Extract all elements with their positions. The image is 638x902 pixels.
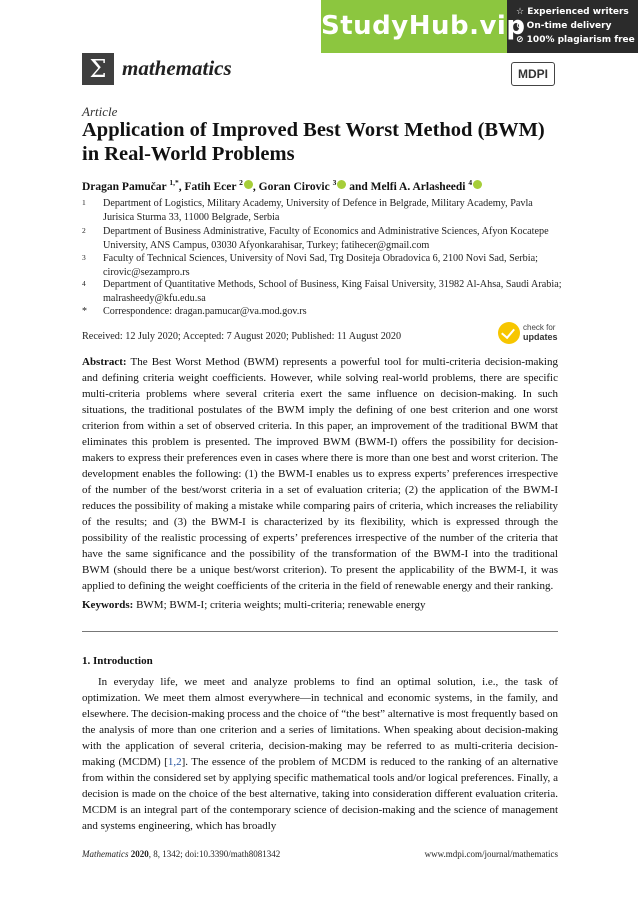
author-affiliation-ref: 2 [239,178,243,187]
keywords-label: Keywords: [82,599,134,611]
paper-title: Application of Improved Best Worst Method (BWM) in Real-World Problems [82,119,545,165]
orcid-icon[interactable] [473,180,482,189]
journal-logo-icon: Σ [82,53,114,85]
journal-name: mathematics [122,56,232,80]
studyhub-logo[interactable]: StudyHub.vip [321,0,507,53]
banner-features [516,5,635,47]
author-affiliation-ref: 1,* [169,178,179,187]
feature-delivery: ⊙ On-time delivery [516,21,612,31]
keywords [82,599,558,611]
orcid-icon[interactable] [244,180,253,189]
orcid-icon[interactable] [337,180,346,189]
author-name: Melfi A. Arlasheedi [370,180,466,193]
footer-citation: Mathematics 2020, 8, 1342; doi:10.3390/math8081342 [82,849,281,859]
article-type: Article [82,104,118,119]
publication-dates: Received: 12 July 2020; Accepted: 7 August 2020; Published: 11 August 2020 [82,331,402,342]
author-name: Dragan Pamučar [82,180,167,193]
section-divider [82,631,558,632]
abstract [82,354,558,594]
author-list: Dragan Pamučar $^{1,*}$, Fatih Ecer $^2$ , Goran Cirovic $^3$ and Melfi A. Arlasheedi $^4$ [82,178,482,193]
studyhub-banner[interactable] [321,0,638,53]
author-name: Goran Cirovic [258,180,330,193]
abstract-label: Abstract: [82,356,127,368]
feature-plagiarism: ⊘ 100% plagiarism free [516,35,635,45]
author-affiliation-ref: 3 [332,178,337,187]
introduction-paragraph: In everyday life, we meet and analyze problems to find an optimal solution, i.e., the task of optimization. We meet them almost everywhere—in technical and economic systems, in the family, and elsewhere. The decision-making process and the choice of “the best” alternative is most frequently based on the analysis of more than one criterion and a series of limitations. When speaking about decision-making with the application of several criteria, decision-making may be referred to as multi-criteria decision-making (MCDM) [1,2]. The essence of the problem of MCDM is reduced to the ranking of an alternative from within the considered set by applying specific mathematical tools and/or logical preferences. Finally, a decision is made on the choice of the best alternative, taking into consideration different evaluation criteria. MCDM is an integral part of the contemporary science of decision-making and the science of management and systems engineering, which has broadly [82,676,558,832]
author-affiliation-ref: 4 [468,178,473,187]
section-heading: 1. Introduction [82,655,153,667]
feature-writers: ☆ Experienced writers [516,7,629,17]
citation-link[interactable]: 1,2 [167,756,182,768]
footer-url[interactable]: www.mdpi.com/journal/mathematics [424,849,558,859]
check-for-updates-button[interactable]: check for updates [498,319,558,349]
mdpi-logo: MDPI [511,62,555,86]
checkmark-icon [498,322,520,344]
keywords-text: BWM; BWM-I; criteria weights; multi-criteria; renewable energy [136,599,426,611]
abstract-text: The Best Worst Method (BWM) represents a powerful tool for multi-criteria decision-making and defining criteria weight coefficients. However, while solving real-world problems, there are specific multi-criteria problems where several criteria exert the same influence on decision-making. In such situations, the traditional postulates of the BWM imply the defining of one best criterion and one worst criterion from within a set of observed criteria. In this paper, an improvement of the traditional BWM that eliminates this problem is presented. The improved BWM (BWM-I) offers the possibility for decision-makers to express their preferences even in cases where there is more than one best and worst criterion. The development enables the following: (1) the BWM-I enables us to express experts’ preferences irrespective of the number of the best/worst criteria in a set of evaluation criteria; (2) the application of the BWM-I reduces the possibility of making a mistake while comparing pairs of criteria, which increases the reliability of the results; and (3) the BWM-I is characterized by its flexibility, which is expressed through the possibility of the realistic processing of experts’ preferences irrespective of the number of the criteria that have the same significance and the possibility of the transformation of the BWM-I into the traditional BWM (should there be a unique best/worst criterion). To present the applicability of the BWM-I, it was applied to defining the weight coefficients of the criteria in the field of renewable energy and their ranking. [82,356,558,592]
author-name: Fatih Ecer [184,180,237,193]
